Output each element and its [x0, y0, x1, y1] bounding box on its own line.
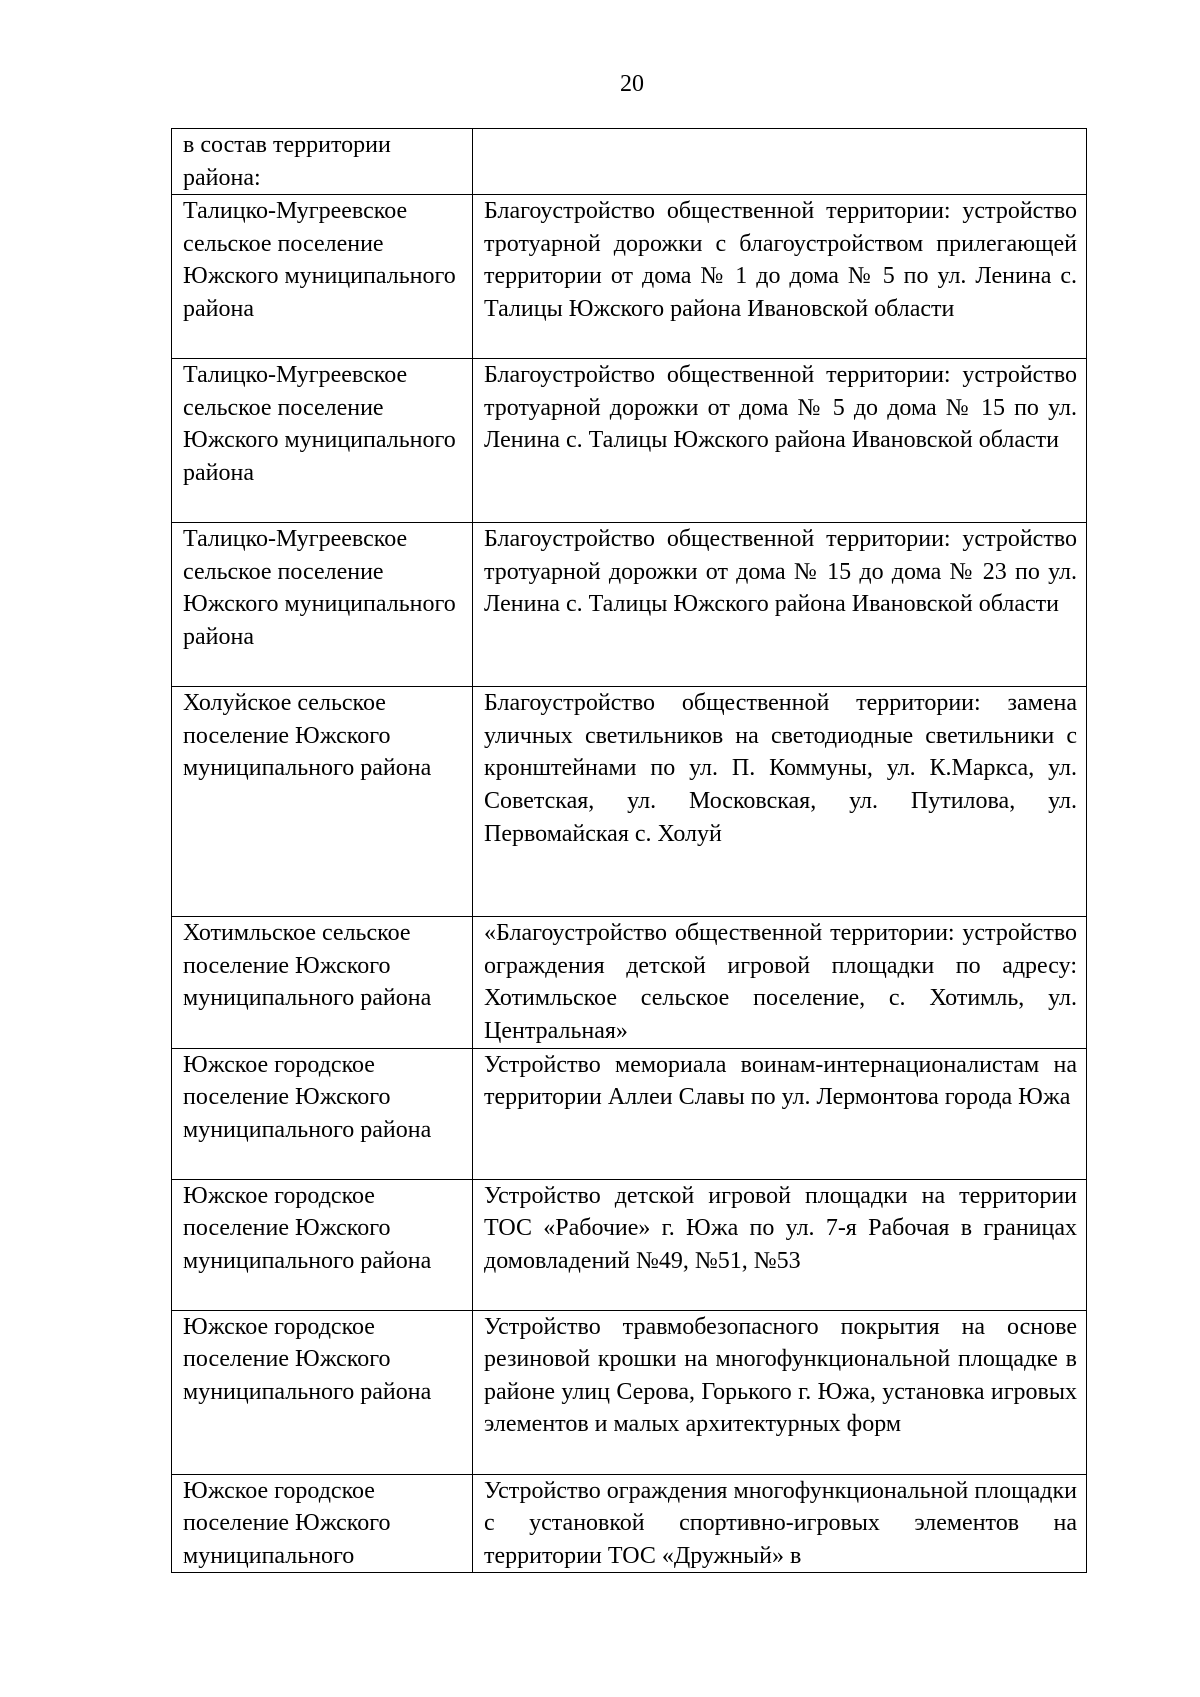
settlement-cell: Южское городское поселение Южского муниципального района	[172, 1048, 473, 1179]
table-row	[172, 1474, 1087, 1573]
project-description-cell: Благоустройство общественной территории: устройство тротуарной дорожки с благоустройством прилегающей территории от дома № 1 до дома № 5 по ул. Ленина с. Талицы Южского района Ивановской области	[473, 195, 1087, 359]
settlement-cell: Талицко-Мугреевское сельское поселение Южского муниципального района	[172, 523, 473, 687]
settlement-cell: в состав территории района:	[172, 129, 473, 195]
table-row	[172, 195, 1087, 359]
settlement-cell: Талицко-Мугреевское сельское поселение Южского муниципального района	[172, 195, 473, 359]
project-description-cell: «Благоустройство общественной территории: устройство ограждения детской игровой площадки по адресу: Хотимльское сельское поселение, с. Хотимль, ул. Центральная»	[473, 917, 1087, 1048]
table-row	[172, 129, 1087, 195]
settlement-cell: Южское городское поселение Южского муниципального	[172, 1474, 473, 1573]
table-row	[172, 687, 1087, 917]
table-row	[172, 523, 1087, 687]
project-description-cell: Устройство ограждения многофункциональной площадки с установкой спортивно-игровых элементов на территории ТОС «Дружный» в	[473, 1474, 1087, 1573]
table-row	[172, 1179, 1087, 1310]
project-description-cell: Устройство травмобезопасного покрытия на основе резиновой крошки на многофункциональной площадке в районе улиц Серова, Горького г. Южа, установка игровых элементов и малых архитектурных форм	[473, 1310, 1087, 1474]
project-description-cell: Благоустройство общественной территории: устройство тротуарной дорожки от дома № 5 до дома № 15 по ул. Ленина с. Талицы Южского района Ивановской области	[473, 359, 1087, 523]
project-description-cell: Устройство детской игровой площадки на территории ТОС «Рабочие» г. Южа по ул. 7-я Рабочая в границах домовладений №49, №51, №53	[473, 1179, 1087, 1310]
table-row	[172, 1310, 1087, 1474]
project-description-cell: Благоустройство общественной территории: устройство тротуарной дорожки от дома № 15 до дома № 23 по ул. Ленина с. Талицы Южского района Ивановской области	[473, 523, 1087, 687]
settlement-cell: Холуйское сельское поселение Южского муниципального района	[172, 687, 473, 917]
settlement-cell: Хотимльское сельское поселение Южского муниципального района	[172, 917, 473, 1048]
project-description-cell: Благоустройство общественной территории: замена уличных светильников на светодиодные светильники с кронштейнами по ул. П. Коммуны, ул. К.Маркса, ул. Советская, ул. Московская, ул. Путилова, ул. Первомайская с. Холуй	[473, 687, 1087, 917]
projects-table	[171, 128, 1087, 1573]
page-number: 20	[620, 71, 644, 97]
settlement-cell: Талицко-Мугреевское сельское поселение Южского муниципального района	[172, 359, 473, 523]
table-row	[172, 1048, 1087, 1179]
settlement-cell: Южское городское поселение Южского муниципального района	[172, 1310, 473, 1474]
project-description-cell: Устройство мемориала воинам-интернационалистам на территории Аллеи Славы по ул. Лермонтова города Южа	[473, 1048, 1087, 1179]
table-row	[172, 917, 1087, 1048]
settlement-cell: Южское городское поселение Южского муниципального района	[172, 1179, 473, 1310]
project-description-cell	[473, 129, 1087, 195]
table-row	[172, 359, 1087, 523]
